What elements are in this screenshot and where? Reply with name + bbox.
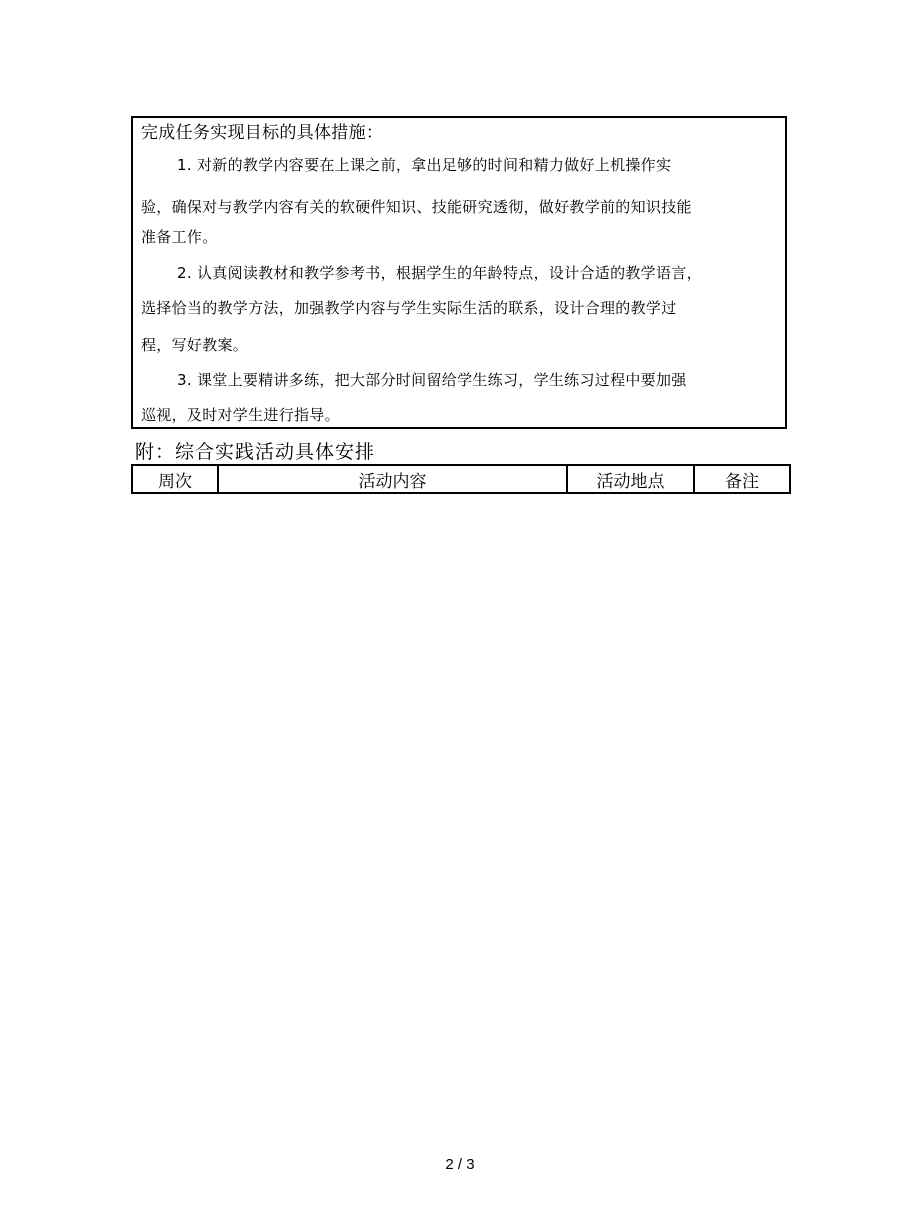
page-number: 2 / 3 bbox=[445, 1156, 475, 1173]
appendix-title: 附：综合实践活动具体安排 bbox=[135, 441, 376, 463]
column-header-week: 周次 bbox=[132, 465, 218, 493]
schedule-table bbox=[131, 464, 791, 494]
schedule-header-row bbox=[132, 465, 790, 493]
measures-box bbox=[131, 116, 787, 429]
column-header-content: 活动内容 bbox=[218, 465, 567, 493]
measure-line: 1. 对新的教学内容要在上课之前，拿出足够的时间和精力做好上机操作实 bbox=[177, 156, 672, 174]
measure-line: 选择恰当的教学方法，加强教学内容与学生实际生活的联系，设计合理的教学过 bbox=[141, 299, 677, 317]
measure-line: 验，确保对与教学内容有关的软硬件知识、技能研究透彻，做好教学前的知识技能 bbox=[141, 198, 692, 216]
column-header-notes: 备注 bbox=[694, 465, 790, 493]
measure-line: 3. 课堂上要精讲多练，把大部分时间留给学生练习，学生练习过程中要加强 bbox=[177, 371, 687, 389]
measure-line: 准备工作。 bbox=[141, 228, 218, 246]
column-header-location: 活动地点 bbox=[567, 465, 694, 493]
measures-heading: 完成任务实现目标的具体措施： bbox=[141, 123, 384, 143]
measure-line: 2. 认真阅读教材和教学参考书，根据学生的年龄特点，设计合适的教学语言， bbox=[177, 264, 702, 282]
measure-line: 巡视，及时对学生进行指导。 bbox=[141, 406, 340, 424]
measure-line: 程，写好教案。 bbox=[141, 336, 249, 354]
